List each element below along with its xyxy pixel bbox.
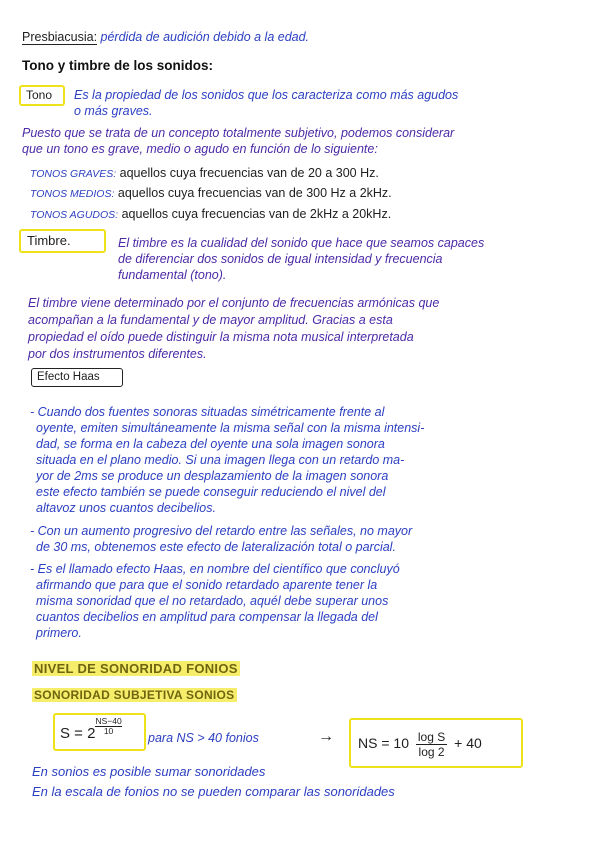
haas-b2-line-1: - Con un aumento progresivo del retardo entre las señales, no mayor	[30, 524, 413, 538]
timbre-para-line-3: propiedad el oído puede distinguir la misma nota musical interpretada	[28, 330, 414, 344]
presbiacusia-term: Presbiacusia:	[22, 30, 98, 44]
range-label: TONOS GRAVES:	[30, 168, 117, 180]
haas-b1-line-2: oyente, emiten simultáneamente la misma señal con la misma intensi-	[36, 421, 425, 435]
formula-2-fraction	[416, 730, 447, 759]
range-text: aquellos cuya frecuencias van de 2kHz a 20kHz.	[121, 207, 392, 221]
range-label: TONOS MEDIOS:	[30, 188, 115, 200]
tono-line-1: Es la propiedad de los sonidos que los caracteriza como más agudos	[74, 88, 459, 102]
formula-1-condition: para NS > 40 fonios	[148, 731, 259, 745]
arrow-icon: →	[318, 728, 334, 745]
formula-2-num: log S	[417, 729, 446, 744]
section-title: Tono y timbre de los sonidos:	[22, 58, 214, 73]
timbre-para-line-1: El timbre viene determinado por el conjunto de frecuencias armónicas que	[28, 296, 440, 310]
range-text: aquellos cuya frecuencias van de 20 a 300 Hz.	[119, 166, 379, 180]
haas-b2-line-2: de 30 ms, obtenemos este efecto de lateralización total o parcial.	[36, 540, 396, 554]
formula-1	[60, 716, 122, 743]
timbre-para-line-2: acompañan a la fundamental y de mayor amplitud. Gracias a esta	[28, 313, 393, 327]
presbiacusia-definition: pérdida de audición debido a la edad.	[100, 30, 310, 44]
haas-b1-line-6: este efecto también se puede conseguir reduciendo el nivel del	[36, 485, 386, 499]
tono-line-2: o más graves.	[74, 104, 153, 118]
range-label: TONOS AGUDOS:	[30, 209, 119, 221]
formula-1-exponent	[95, 717, 121, 736]
tono-range-graves	[30, 166, 379, 182]
timbre-line-2: de diferenciar dos sonidos de igual intensidad y frecuencia	[118, 252, 443, 266]
haas-b3-line-4: cuantos decibelios en amplitud para compensar la llegada del	[36, 610, 378, 624]
footer-line-2: En la escala de fonios no se pueden comparar las sonoridades	[32, 784, 395, 799]
formula-1-lhs: S = 2	[60, 725, 96, 742]
timbre-line-1: El timbre es la cualidad del sonido que hace que seamos capaces	[118, 236, 485, 250]
nivel-title-text: NIVEL DE SONORIDAD FONIOS	[34, 661, 238, 676]
formula-2	[358, 727, 482, 759]
haas-b3-line-3: misma sonoridad que el no retardado, aquél debe superar unos	[36, 594, 389, 608]
formula-1-exp-den: 10	[103, 726, 114, 736]
haas-b1-line-7: altavoz unos cuantos decibelios.	[36, 501, 216, 515]
haas-b1-line-5: yor de 2ms se produce un desplazamiento de la imagen sonora	[36, 469, 389, 483]
presbiacusia-line	[22, 30, 309, 45]
formula-2-rhs: + 40	[454, 735, 482, 751]
timbre-line-3: fundamental (tono).	[118, 268, 227, 282]
haas-label: Efecto Haas	[37, 371, 100, 383]
footer-line-1: En sonios es posible sumar sonoridades	[32, 764, 266, 779]
haas-b3-line-5: primero.	[36, 626, 82, 640]
formula-1-exp-num: NS−40	[95, 716, 122, 726]
formula-2-lhs: NS = 10	[358, 735, 409, 751]
timbre-para-line-4: por dos instrumentos diferentes.	[28, 347, 207, 361]
sonoridad-title	[32, 688, 237, 703]
nivel-title	[32, 661, 240, 676]
tono-line-3: Puesto que se trata de un concepto totalmente subjetivo, podemos considerar	[22, 126, 455, 140]
haas-b1-line-4: situada en el plano medio. Si una imagen llega con un retardo ma-	[36, 453, 405, 467]
tono-range-medios	[30, 186, 392, 202]
haas-b3-line-1: - Es el llamado efecto Haas, en nombre del científico que concluyó	[30, 562, 400, 576]
haas-b1-line-1: - Cuando dos fuentes sonoras situadas simétricamente frente al	[30, 405, 385, 419]
tono-range-agudos	[30, 207, 391, 223]
range-text: aquellos cuya frecuencias van de 300 Hz a 2kHz.	[117, 186, 392, 200]
timbre-label: Timbre.	[27, 233, 71, 248]
sonoridad-title-text: SONORIDAD SUBJETIVA SONIOS	[34, 688, 235, 702]
tono-line-4: que un tono es grave, medio o agudo en función de lo siguiente:	[22, 142, 378, 156]
haas-b3-line-2: afirmando que para que el sonido retardado aparente tener la	[36, 578, 378, 592]
formula-2-den: log 2	[418, 744, 445, 759]
haas-b1-line-3: dad, se forma en la cabeza del oyente una sola imagen sonora	[36, 437, 385, 451]
tono-label: Tono	[26, 88, 53, 102]
